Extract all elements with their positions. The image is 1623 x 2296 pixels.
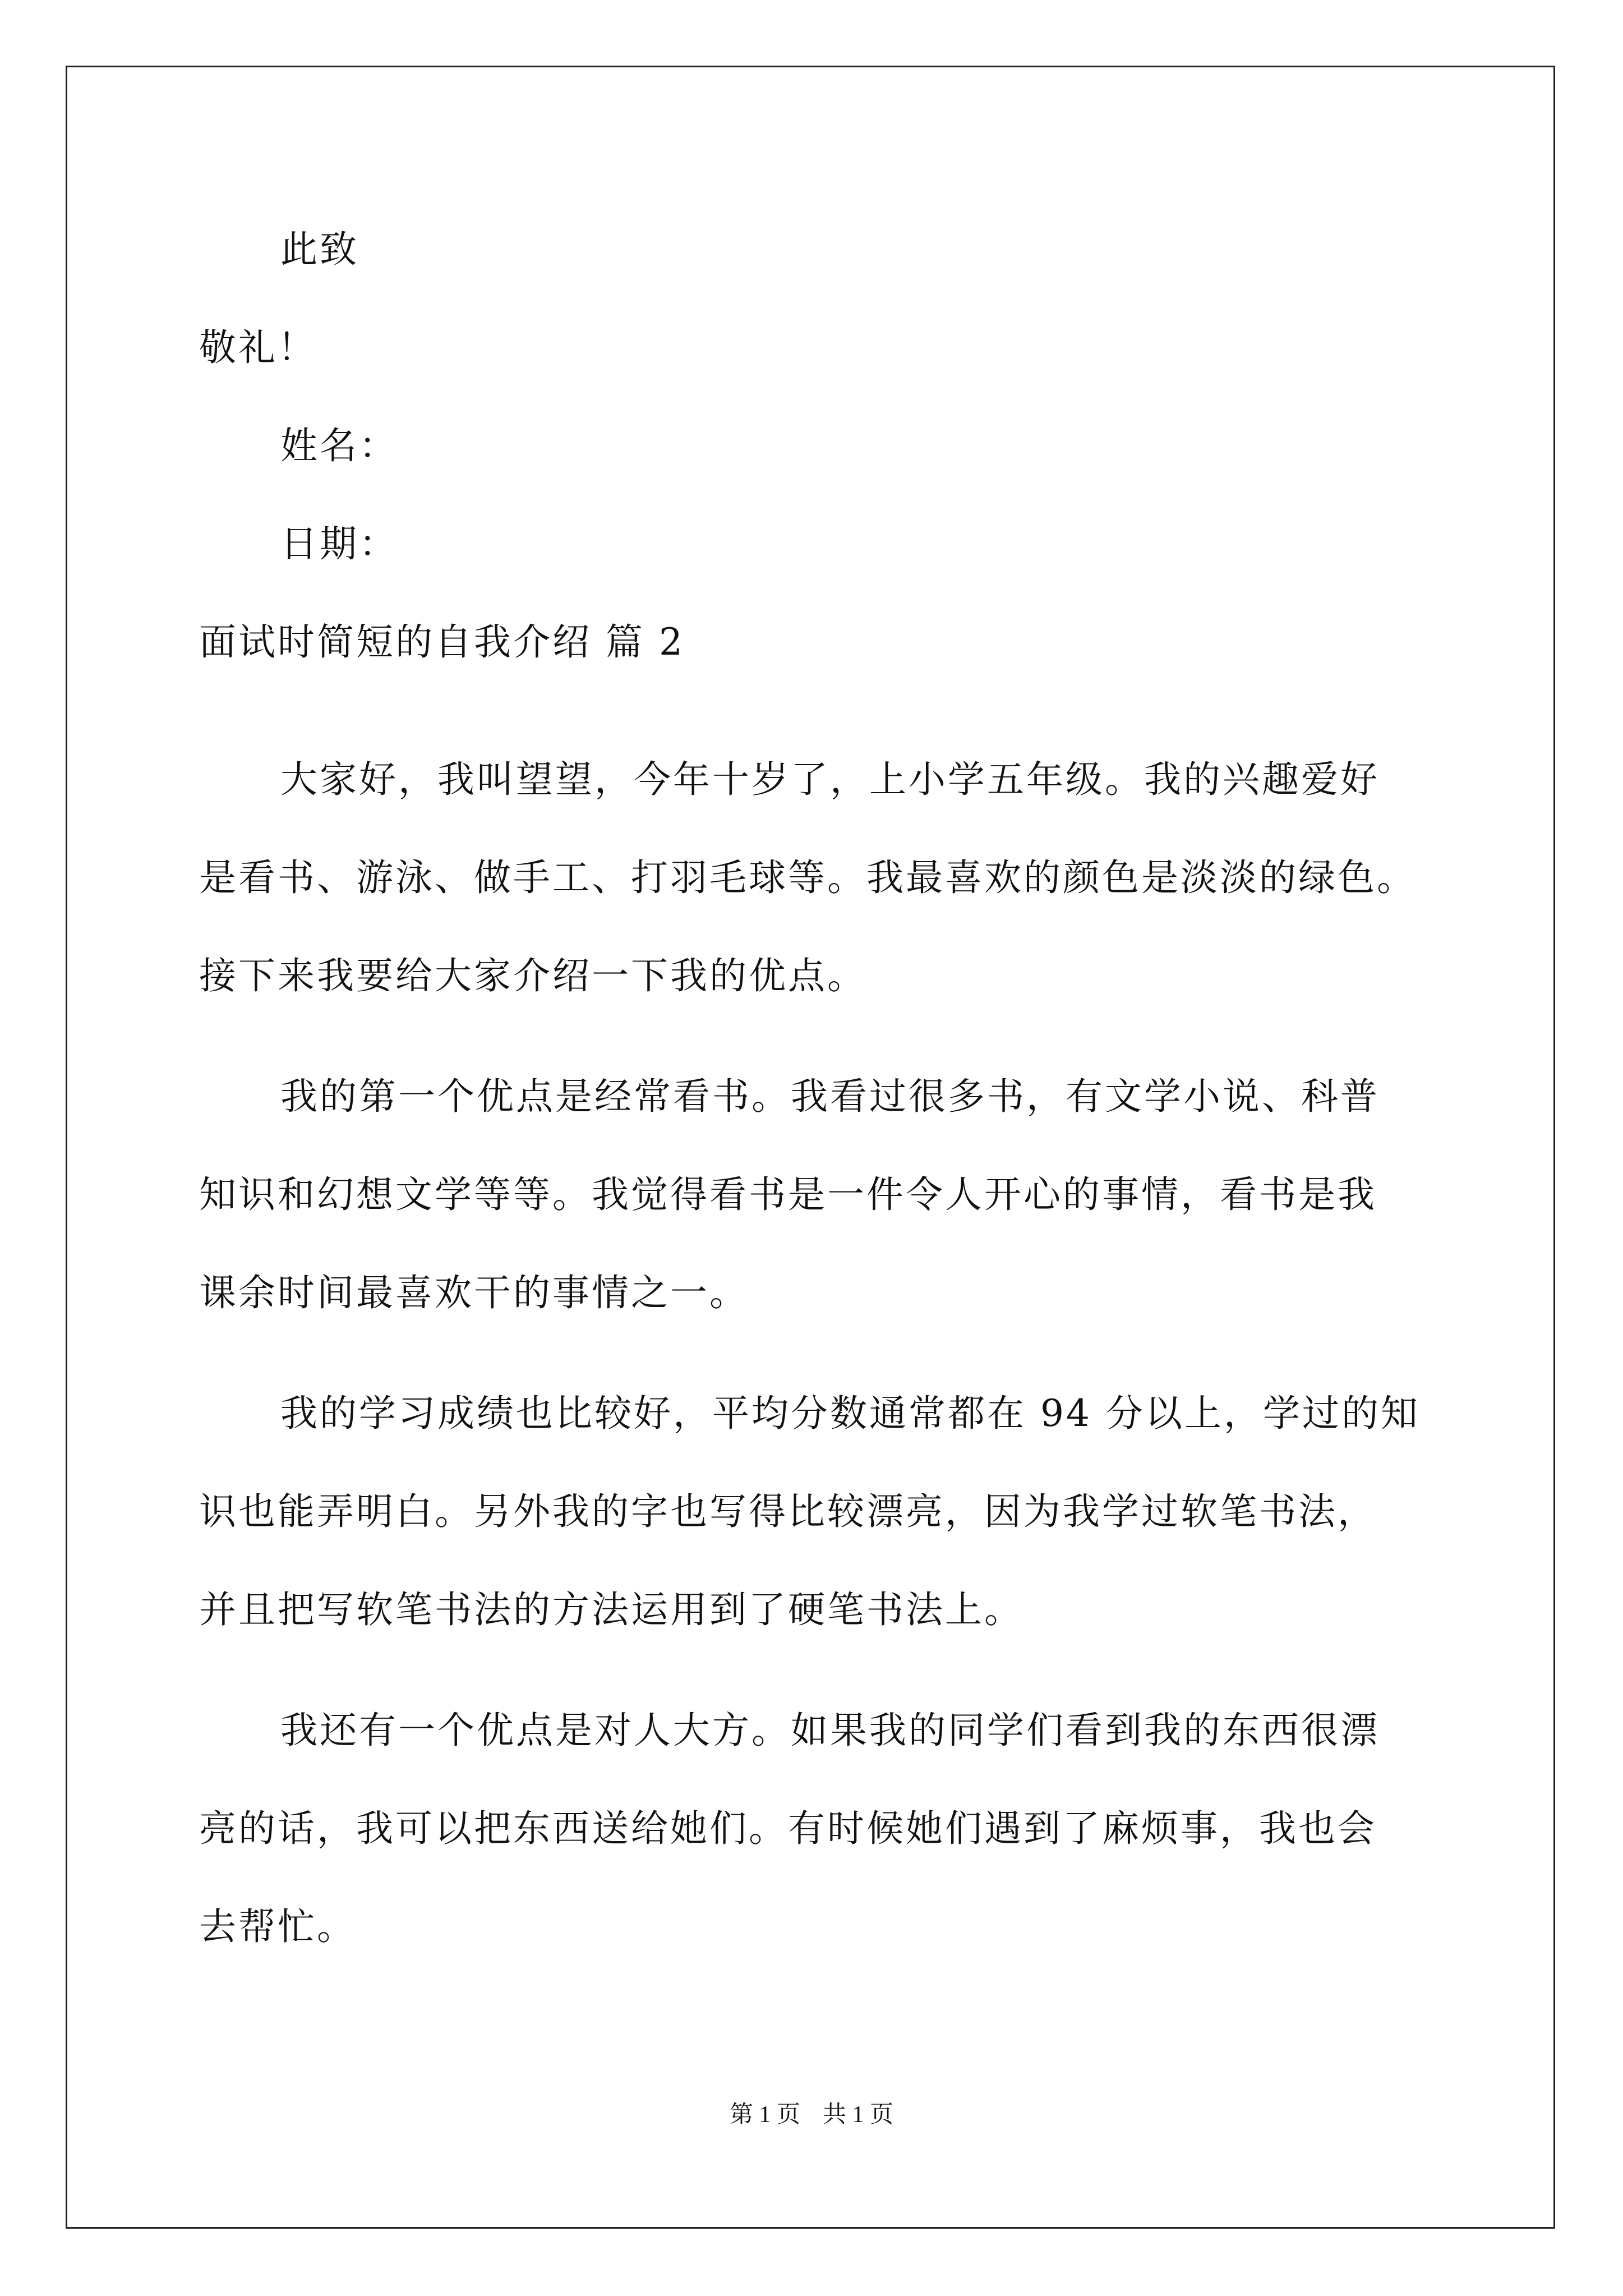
paragraph-4-line-2: 亮的话，我可以把东西送给她们。有时候她们遇到了麻烦事，我也会 [199,1807,1377,1850]
paragraph-4-line-3: 去帮忙。 [199,1905,356,1948]
paragraph-3-line-2: 识也能弄明白。另外我的字也写得比较漂亮，因为我学过软笔书法， [199,1490,1377,1533]
paragraph-3-line-3: 并且把写软笔书法的方法运用到了硬笔书法上。 [199,1588,1023,1631]
paragraph-3-line-1: 我的学习成绩也比较好，平均分数通常都在 94 分以上，学过的知 [280,1392,1420,1435]
paragraph-2-line-1: 我的第一个优点是经常看书。我看过很多书，有文学小说、科普 [280,1075,1380,1118]
paragraph-2-line-3: 课余时间最喜欢干的事情之一。 [199,1271,749,1314]
page-number-current: 第 1 页 [729,2102,800,2128]
paragraph-1-line-3: 接下来我要给大家介绍一下我的优点。 [199,954,866,997]
paragraph-4-line-1: 我还有一个优点是对人大方。如果我的同学们看到我的东西很漂 [280,1709,1380,1752]
page-footer [0,2101,1623,2129]
paragraph-2-line-2: 知识和幻想文学等等。我觉得看书是一件令人开心的事情，看书是我 [199,1173,1377,1216]
page-number-total: 共 1 页 [823,2102,894,2128]
paragraph-1-line-2: 是看书、游泳、做手工、打羽毛球等。我最喜欢的颜色是淡淡的绿色。 [199,856,1416,899]
section-title: 面试时简短的自我介绍 篇 2 [199,620,685,664]
name-label: 姓名： [280,424,398,467]
paragraph-1-line-1: 大家好，我叫望望，今年十岁了，上小学五年级。我的兴趣爱好 [280,758,1380,801]
closing-salutation: 此致 [280,228,359,271]
closing-regards: 敬礼！ [199,326,317,369]
date-label: 日期： [280,522,398,565]
